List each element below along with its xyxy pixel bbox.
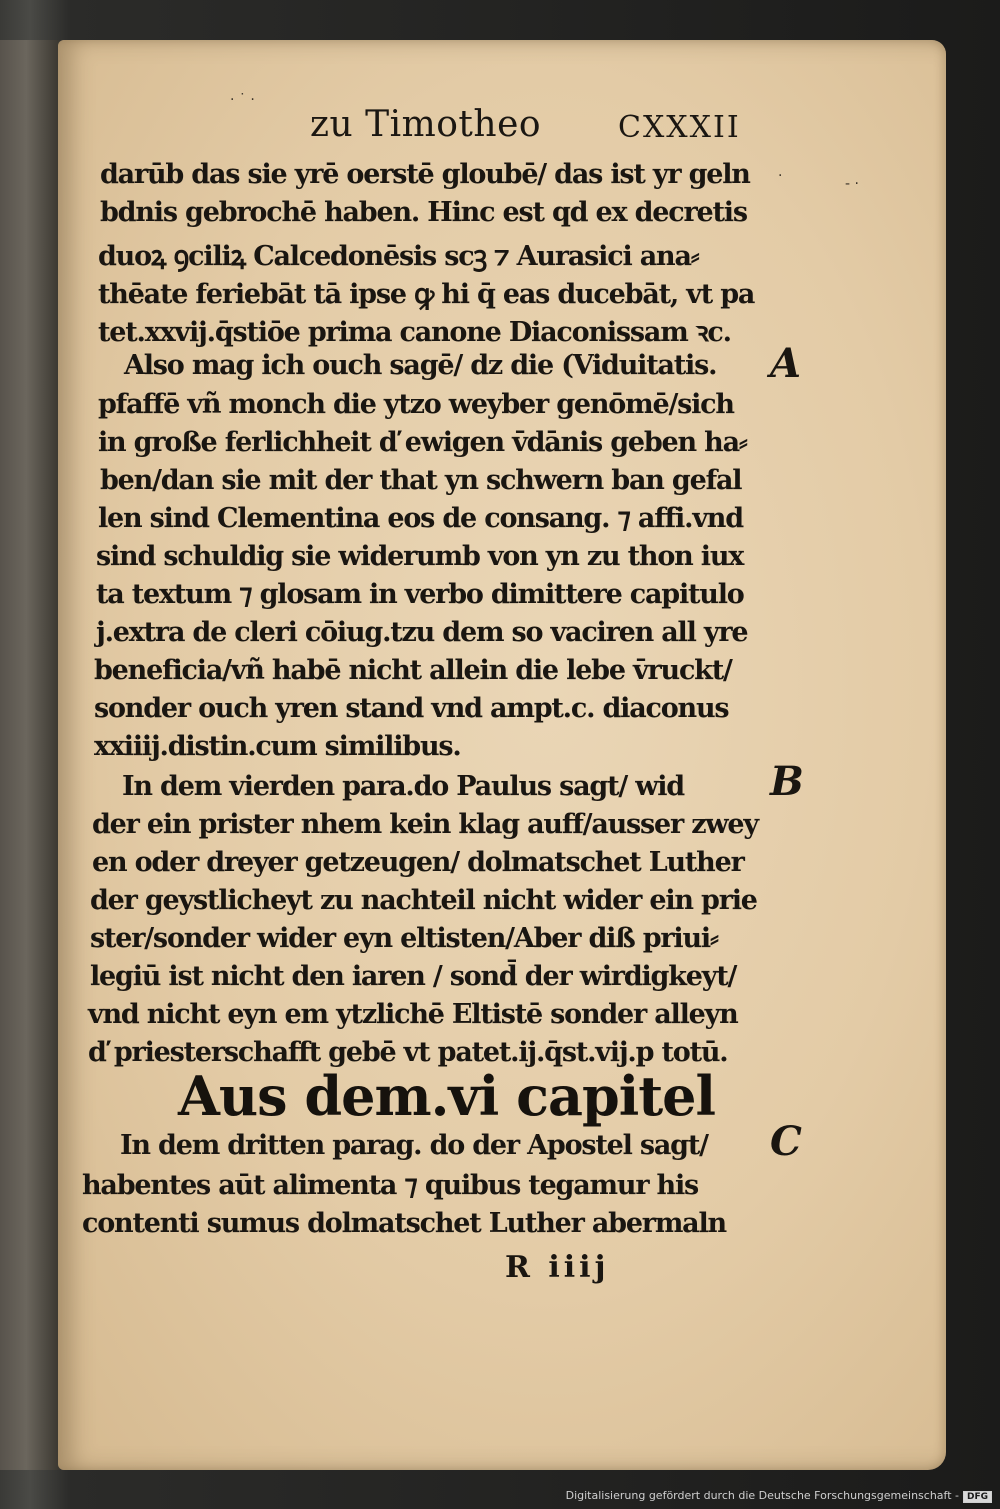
- margin-letter-c: C: [770, 1118, 802, 1165]
- text-line: contenti sumus dolmatschet Luther abermaln: [82, 1208, 726, 1239]
- text-line: In dem vierden para.do Paulus sagt/ wid: [122, 771, 684, 802]
- text-line: legiū ist nicht den iaren / sond̄ der wirdigkeyt/: [90, 961, 737, 992]
- text-line: en oder dreyer getzeugen/ dolmatschet Luther: [92, 847, 744, 878]
- text-line: duoꝝ ꝯciliꝝ Calcedonēsis scꝫ ⁊ Aurasici ana⸗: [98, 241, 699, 272]
- signature-mark: R iiij: [505, 1250, 610, 1285]
- text-line: ď priesterschafft gebē vt patet.ij.q̄st.vij.p totū.: [88, 1037, 728, 1068]
- margin-letter-b: B: [770, 758, 804, 805]
- chapter-heading: Aus dem.vi capitel: [178, 1064, 716, 1128]
- paper-speck: ·: [778, 168, 783, 184]
- text-line: xxiiij.distin.cum similibus.: [94, 731, 461, 762]
- text-line: thēate feriebāt tā ipse ꝙ hi q̄ eas ducebāt, vt pa: [98, 279, 755, 310]
- text-line: sind schuldig sie widerumb von yn zu thon iux: [96, 541, 744, 572]
- text-line: habentes aūt alimenta ⁊ quibus tegamur his: [82, 1170, 699, 1201]
- running-head: zu Timotheo: [310, 104, 542, 145]
- page-header: [300, 104, 760, 154]
- text-line: ta textum ⁊ glosam in verbo dimittere capitulo: [96, 579, 744, 610]
- margin-letter-a: A: [770, 340, 802, 387]
- text-line: der geystlicheyt zu nachteil nicht wider ein prie: [90, 885, 757, 916]
- dfg-logo: DFG: [963, 1491, 992, 1503]
- text-line: vnd nicht eyn em ytzlichē Eltistē sonder alleyn: [88, 999, 738, 1030]
- text-line: beneficia/vñ habē nicht allein die lebe v̄ruckt/: [94, 655, 732, 686]
- text-line: in große ferlichheit ď ewigen v̄dānis geben ha⸗: [98, 427, 747, 458]
- text-line: In dem dritten parag. do der Apostel sagt/: [120, 1130, 708, 1161]
- paper-speck: - ·: [845, 176, 859, 192]
- text-line: len sind Clementina eos de consang. ⁊ affi.vnd: [98, 503, 743, 534]
- text-line: der ein prister nhem kein klag auff/ausser zwey: [92, 809, 758, 840]
- paper-speck: · ˙ ·: [230, 92, 255, 108]
- digitization-credit: [566, 1489, 992, 1503]
- credit-text: Digitalisierung gefördert durch die Deutsche Forschungsgemeinschaft -: [565, 1489, 959, 1502]
- text-line: ben/dan sie mit der that yn schwern ban gefal: [100, 465, 742, 496]
- text-line: darūb das sie yrē oerstē gloubē/ das ist yr geln: [100, 159, 750, 190]
- text-line: bdnis gebrochē haben. Hinc est qd ex decretis: [100, 197, 747, 228]
- text-line: j.extra de cleri cōiug.tzu dem so vaciren all yre: [96, 617, 748, 648]
- folio-number: CXXXII: [618, 110, 741, 145]
- text-line: sonder ouch yren stand vnd ampt.c. diaconus: [94, 693, 729, 724]
- text-line: ster/sonder wider eyn eltisten/Aber diß priui⸗: [90, 923, 718, 954]
- text-line: tet.xxvij.q̄stiōe prima canone Diaconissam ꝛc.: [98, 317, 731, 348]
- text-line: Also mag ich ouch sagē/ dz die (Viduitatis.: [124, 350, 717, 381]
- text-line: pfaffē vñ monch die ytzo weyber genōmē/sich: [98, 389, 734, 420]
